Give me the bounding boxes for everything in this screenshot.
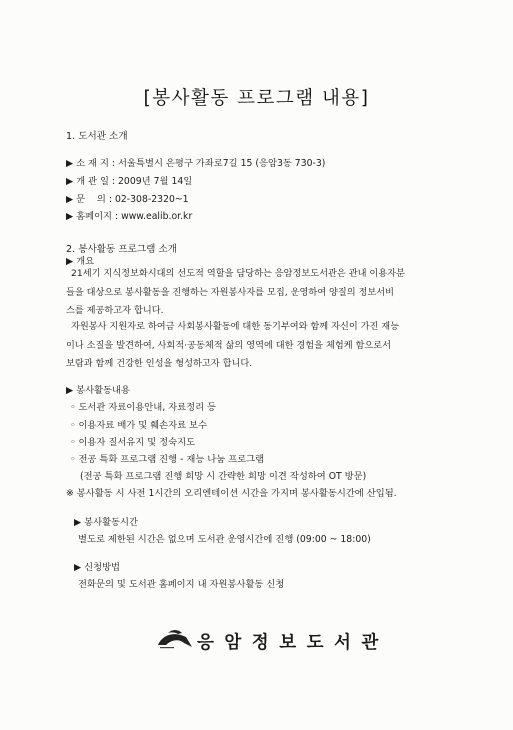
info-label: ▶ 개 관 일 :: [66, 176, 116, 187]
time-text: 별도로 제한된 시간은 없으며 도서관 운영시간에 진행 (09:00 ~ 18:00): [78, 534, 371, 545]
overview-paragraph-1: [66, 265, 506, 321]
content-note: (전공 특화 프로그램 진행 희망 시 간략한 희망 이견 작성하여 OT 방문): [80, 471, 367, 482]
paragraph-line: 21세기 지식정보화시대의 선도적 역할을 담당하는 응암정보도서관은 관내 이용자분: [71, 268, 405, 279]
paragraph-line: 자원봉사 지원자로 하여금 사회봉사활동에 대한 동기부여와 함께 자신이 가진 재능: [71, 321, 400, 332]
orientation-note: ※ 봉사활동 시 사전 1시간의 오리엔테이션 시간을 가지며 봉사활동시간에 산입됨.: [66, 488, 397, 499]
paragraph-line: 들을 대상으로 봉사활동을 진행하는 자원봉사자를 모집, 운영하여 양질의 정보서비: [66, 286, 395, 298]
info-row-address: [66, 158, 325, 170]
info-row-contact: [66, 194, 189, 206]
library-logo-icon: [150, 625, 194, 655]
section1-heading: 1. 도서관 소개: [66, 131, 128, 142]
content-item: ◦ 도서관 자료이용안내, 자료정리 등: [70, 402, 216, 413]
info-value: 02-308-2320~1: [114, 194, 189, 205]
paragraph-line: 이나 소질을 발견하여, 사회적·공동체적 삶의 영역에 대한 경험을 체험케 함으로서: [66, 339, 392, 351]
section2-heading: 2. 봉사활동 프로그램 소개: [66, 244, 177, 255]
paragraph-line: 보람과 함께 건강한 인성을 형성하고자 합니다.: [66, 358, 253, 369]
info-label: ▶ 소 재 지 :: [66, 158, 116, 169]
overview-label: ▶ 개요: [66, 256, 95, 267]
content-item: ◦ 이용자료 배가 및 훼손자료 보수: [70, 420, 208, 431]
info-value: www.ealib.or.kr: [121, 211, 193, 222]
info-value: 2009년 7월 14일: [118, 176, 193, 187]
apply-text: 전화문의 및 도서관 홈페이지 내 자원봉사활동 신청: [78, 579, 285, 590]
content-item: ◦ 이용자 질서유지 및 정숙지도: [70, 437, 196, 448]
paragraph-line: 스를 제공하고자 합니다.: [66, 305, 164, 316]
info-value: 서울특별시 은평구 가좌로7길 15 (응암3동 730-3): [118, 158, 326, 169]
overview-paragraph-2: [66, 318, 506, 374]
info-label: ▶ 문 의 :: [66, 194, 112, 205]
info-row-homepage: [66, 211, 192, 223]
time-label: ▶ 봉사활동시간: [74, 517, 138, 528]
apply-label: ▶ 신청방법: [74, 562, 121, 573]
document-title: [봉사활동 프로그램 내용]: [143, 88, 370, 109]
info-row-opening-date: [66, 176, 192, 188]
library-name: 응암정보도서관: [197, 633, 389, 653]
content-label: ▶ 봉사활동내용: [66, 385, 130, 396]
content-item: ◦ 전공 특화 프로그램 진행 - 재능 나눔 프로그램: [70, 454, 265, 465]
info-label: ▶ 홈페이지 :: [66, 211, 119, 222]
